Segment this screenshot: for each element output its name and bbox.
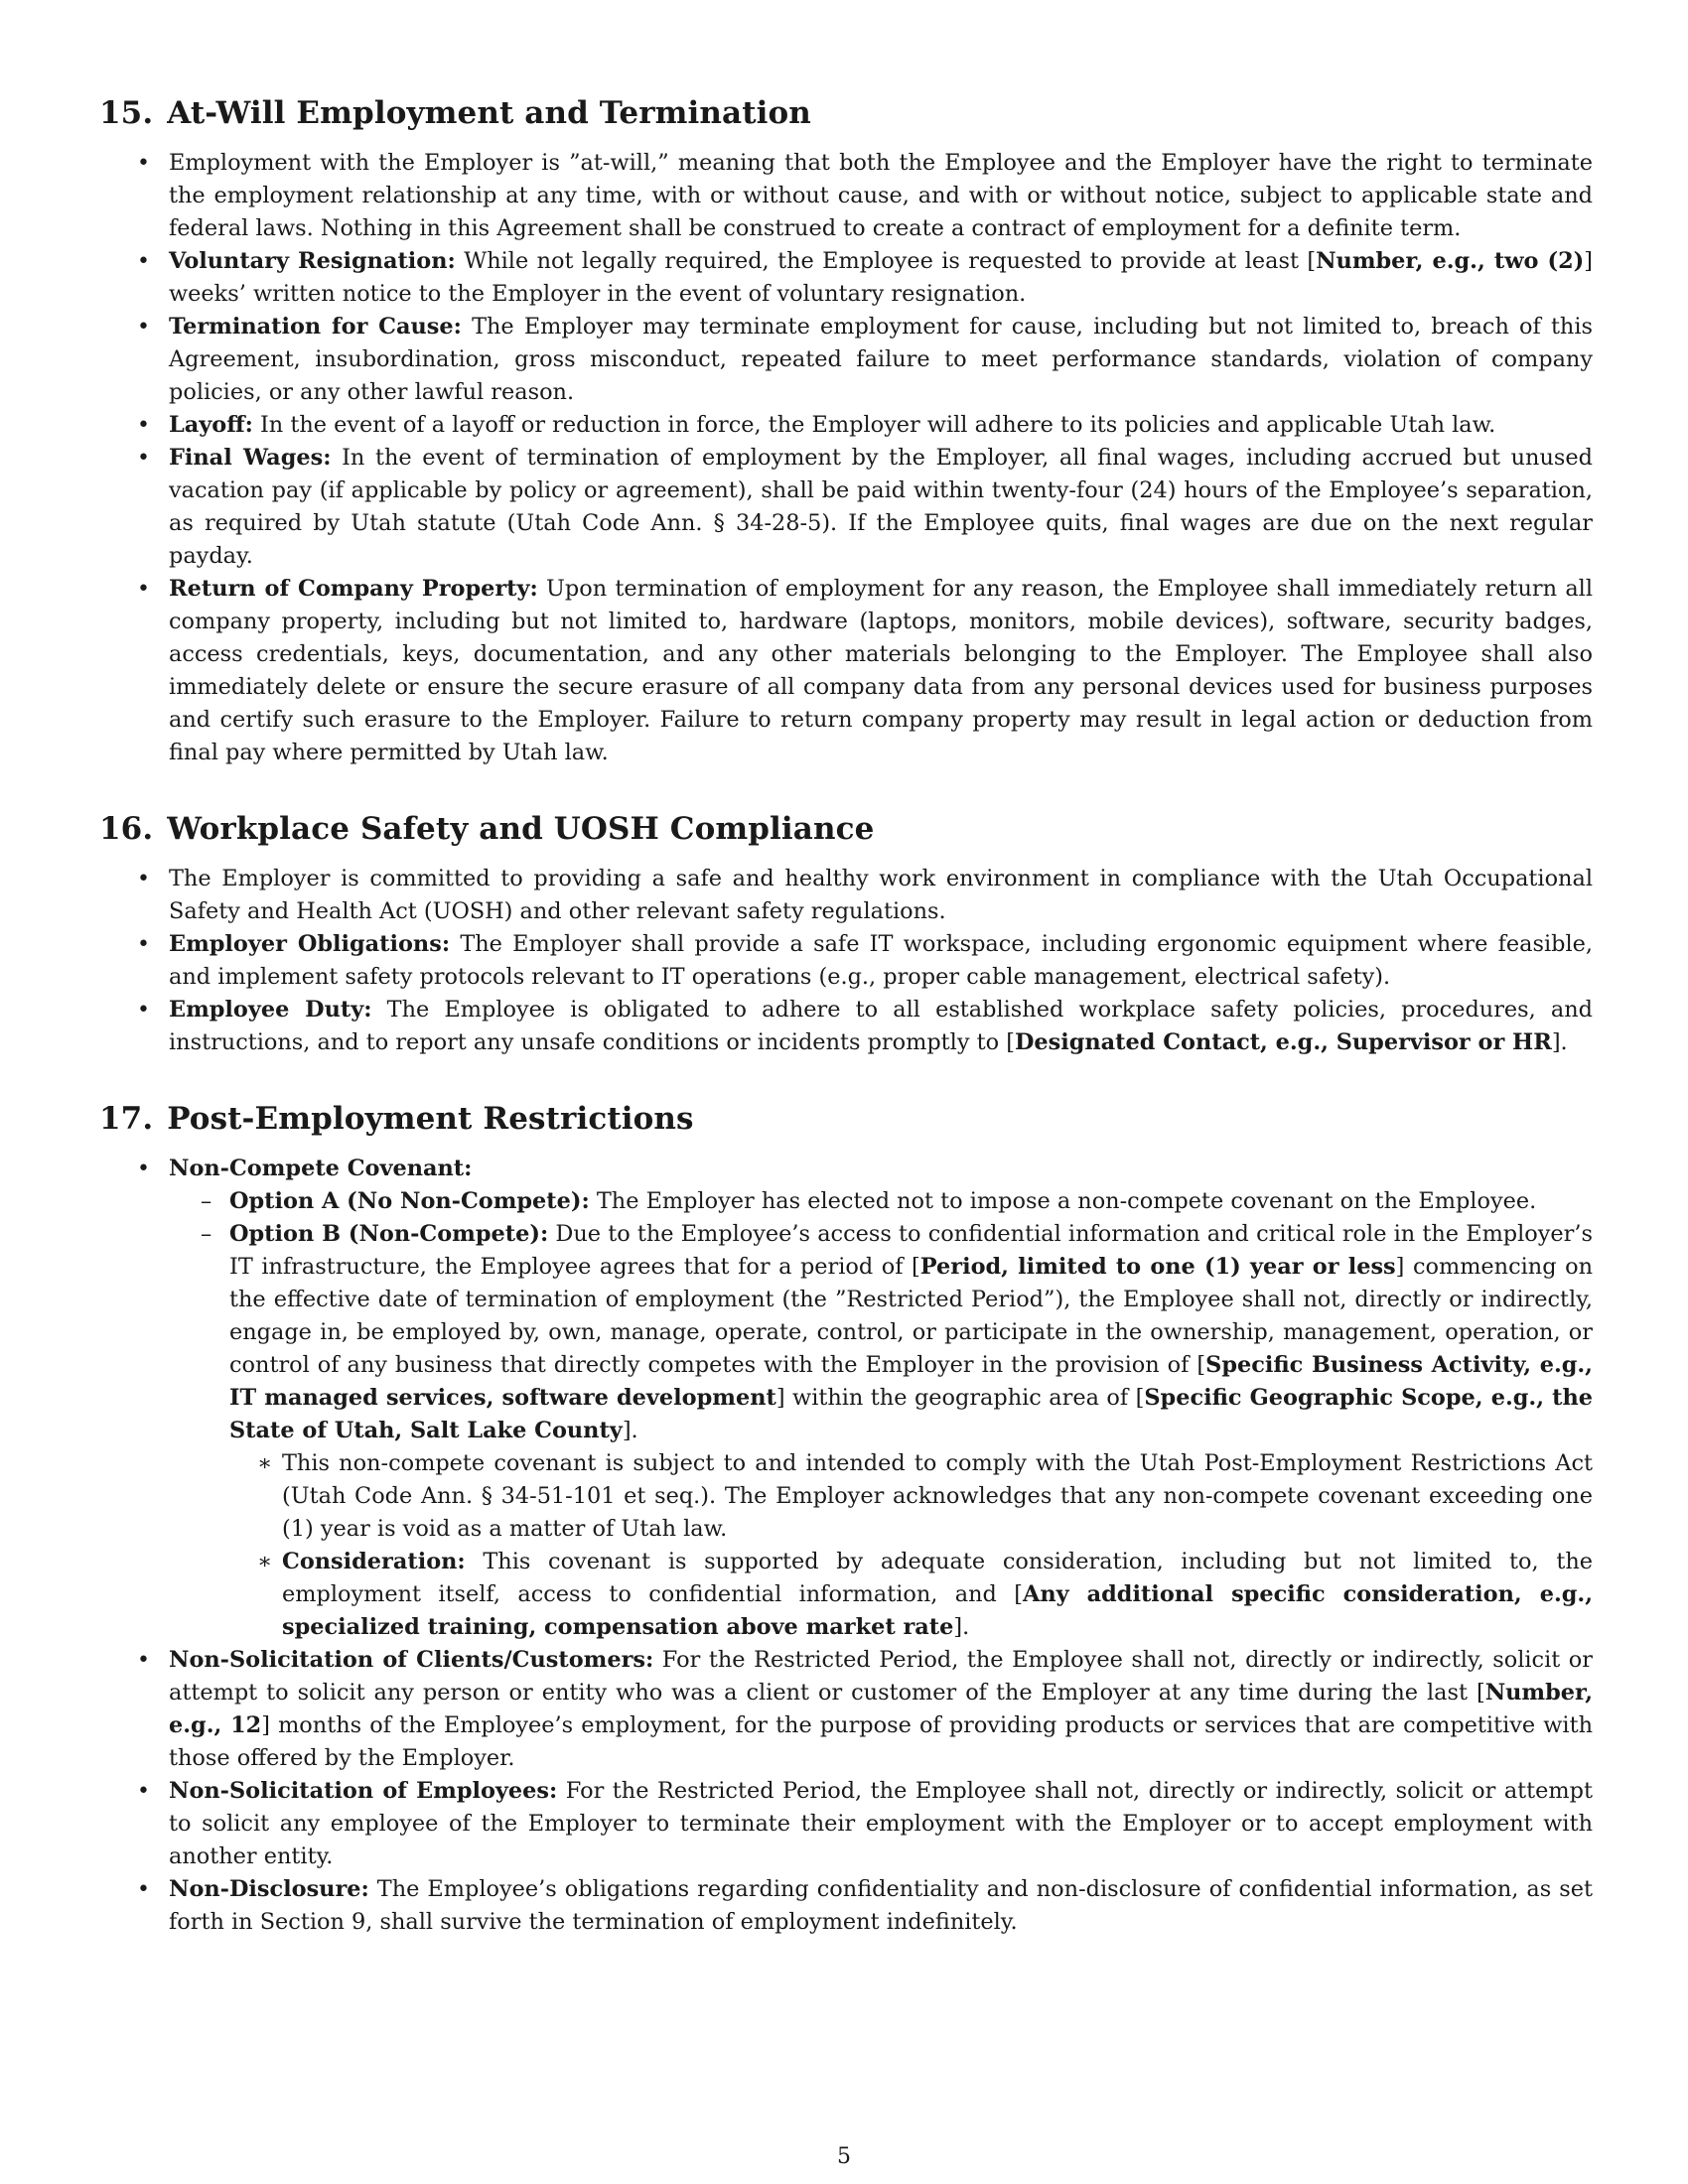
list-item: • Return of Company Property: Upon termination of employment for any reason, the Employee shall immediately return all company property, including but not limited to, hardware (laptops, monitors, mobile devices), software, security badges, access credentials, keys, documentation, and any other materials belonging to the Employer. The Employee shall also immediately delete or ensure the secure erasure of all company data from any personal devices used for business purposes and certify such erasure to the Employer. Failure to return company property may result in legal action or deduction from final pay where permitted by Utah law. <box>99 573 1593 769</box>
list-item: • Employee Duty: The Employee is obligated to adhere to all established workplace safety policies, procedures, and instructions, and to report any unsafe conditions or incidents promptly to [Designated Contact, e.g., Supervisor or HR]. <box>99 994 1593 1059</box>
item-lead: Final Wages: <box>169 445 332 471</box>
item-lead: Return of Company Property: <box>169 576 538 602</box>
item-lead: Employee Duty: <box>169 997 372 1023</box>
item-lead: Option A (No Non-Compete): <box>229 1188 590 1214</box>
option-a: – Option A (No Non-Compete): The Employer has elected not to impose a non-compete covenant on the Employee. <box>169 1185 1593 1218</box>
section-number: 15. <box>99 95 154 131</box>
item-lead: Layoff: <box>169 412 253 438</box>
item-lead: Non-Compete Covenant: <box>169 1156 473 1181</box>
bullet-list <box>99 863 1593 1059</box>
placeholder-text: Number, e.g., two (2) <box>1316 248 1585 274</box>
list-item: • Layoff: In the event of a layoff or reduction in force, the Employer will adhere to its policies and applicable Utah law. <box>99 409 1593 442</box>
list-item: • Employer Obligations: The Employer shall provide a safe IT workspace, including ergonomic equipment where feasible, and implement safety protocols relevant to IT operations (e.g., proper cable management, electrical safety). <box>99 928 1593 994</box>
non-compete-note: ∗ This non-compete covenant is subject to and intended to comply with the Utah Post-Employment Restrictions Act (Utah Code Ann. § 34-51-101 et seq.). The Employer acknowledges that any non-compete covenant exceeding one (1) year is void as a matter of Utah law. <box>229 1447 1593 1546</box>
list-item: • Non-Solicitation of Employees: For the Restricted Period, the Employee shall not, directly or indirectly, solicit or attempt to solicit any employee of the Employer to terminate their employment with the Employer or to accept employment with another entity. <box>99 1775 1593 1873</box>
section-heading <box>99 811 1593 847</box>
placeholder-text: Specific Business Activity, e.g., IT managed services, software development <box>229 1352 1593 1411</box>
placeholder-text: Specific Geographic Scope, e.g., the State of Utah, Salt Lake County <box>229 1385 1593 1443</box>
section-title: At-Will Employment and Termination <box>167 95 811 131</box>
consideration-note: ∗ Consideration: This covenant is supported by adequate consideration, including but not limited to, the employment itself, access to confidential information, and [Any additional specific consideration, e.g., specialized training, compensation above market rate]. <box>229 1546 1593 1644</box>
list-item: • Non-Disclosure: The Employee’s obligations regarding confidentiality and non-disclosure of confidential information, as set forth in Section 9, shall survive the termination of employment indefinitely. <box>99 1873 1593 1939</box>
list-item: • The Employer is committed to providing a safe and healthy work environment in compliance with the Utah Occupational Safety and Health Act (UOSH) and other relevant safety regulations. <box>99 863 1593 928</box>
item-lead: Voluntary Resignation: <box>169 248 456 274</box>
item-lead: Option B (Non-Compete): <box>229 1221 549 1247</box>
option-b: – Option B (Non-Compete): Due to the Employee’s access to confidential information and critical role in the Employer’s IT infrastructure, the Employee agrees that for a period of [Period, limited to one (1) year or less] commencing on the effective date of termination of employment (the ”Restricted Period”), the Employee shall not, directly or indirectly, engage in, be employed by, own, manage, operate, control, or participate in the ownership, management, operation, or control of any business that directly competes with the Employer in the provision of [Specific Business Activity, e.g., IT managed services, software development] within the geographic area of [Specific Geographic Scope, e.g., the State of Utah, Salt Lake County]. ∗ This non-compete covenant is subject to and intended to comply with the Utah Post-Employment Restrictions Act (Utah Code Ann. § 34-51-101 et seq.). The Employer acknowledges that any non-compete covenant exceeding one (1) year is void as a matter of Utah law. ∗ Consideration: This covenant is supported by adequate consideration, including but not limited to, the employment itself, access to confidential information, and [Any additional specific consideration, e.g., specialized training, compensation above market rate]. <box>169 1218 1593 1644</box>
section-number: 16. <box>99 811 154 847</box>
item-lead: Non-Disclosure: <box>169 1876 369 1902</box>
section-heading <box>99 1101 1593 1137</box>
section-17 <box>99 1101 1593 1939</box>
item-lead: Employer Obligations: <box>169 931 451 957</box>
list-item: • Employment with the Employer is ”at-will,” meaning that both the Employee and the Employer have the right to terminate the employment relationship at any time, with or without cause, and with or without notice, subject to applicable state and federal laws. Nothing in this Agreement shall be construed to create a contract of employment for a definite term. <box>99 147 1593 245</box>
section-heading <box>99 95 1593 131</box>
list-item: • Voluntary Resignation: While not legally required, the Employee is requested to provide at least [Number, e.g., two (2)] weeks’ written notice to the Employer in the event of voluntary resignation. <box>99 245 1593 311</box>
placeholder-text: Designated Contact, e.g., Supervisor or HR <box>1014 1029 1552 1055</box>
section-title: Workplace Safety and UOSH Compliance <box>167 811 875 847</box>
bullet-list <box>99 147 1593 769</box>
item-lead: Non-Solicitation of Clients/Customers: <box>169 1647 654 1673</box>
page-number: 5 <box>837 2144 851 2169</box>
placeholder-text: Number, e.g., 12 <box>169 1680 1593 1738</box>
section-16 <box>99 811 1593 1059</box>
list-item-non-compete <box>99 1153 1593 1644</box>
section-title: Post-Employment Restrictions <box>167 1101 694 1137</box>
placeholder-text: Period, limited to one (1) year or less <box>919 1254 1396 1280</box>
bullet-list <box>99 1153 1593 1939</box>
sub-list <box>169 1185 1593 1644</box>
list-item: • Final Wages: In the event of termination of employment by the Employer, all final wages, including accrued but unused vacation pay (if applicable by policy or agreement), shall be paid within twenty-four (24) hours of the Employee’s separation, as required by Utah statute (Utah Code Ann. § 34-28-5). If the Employee quits, final wages are due on the next regular payday. <box>99 442 1593 573</box>
section-15 <box>99 95 1593 769</box>
item-lead: Termination for Cause: <box>169 314 462 340</box>
item-lead: Non-Solicitation of Employees: <box>169 1778 558 1804</box>
list-item: • Termination for Cause: The Employer may terminate employment for cause, including but not limited to, breach of this Agreement, insubordination, gross misconduct, repeated failure to meet performance standards, violation of company policies, or any other lawful reason. <box>99 311 1593 409</box>
list-item: • Non-Solicitation of Clients/Customers: For the Restricted Period, the Employee shall not, directly or indirectly, solicit or attempt to solicit any person or entity who was a client or customer of the Employer at any time during the last [Number, e.g., 12] months of the Employee’s employment, for the purpose of providing products or services that are competitive with those offered by the Employer. <box>99 1644 1593 1775</box>
section-number: 17. <box>99 1101 154 1137</box>
item-lead: Consideration: <box>282 1549 466 1574</box>
placeholder-text: Any additional specific consideration, e.g., specialized training, compensation above market rate <box>282 1581 1593 1640</box>
sub-sub-list <box>229 1447 1593 1644</box>
